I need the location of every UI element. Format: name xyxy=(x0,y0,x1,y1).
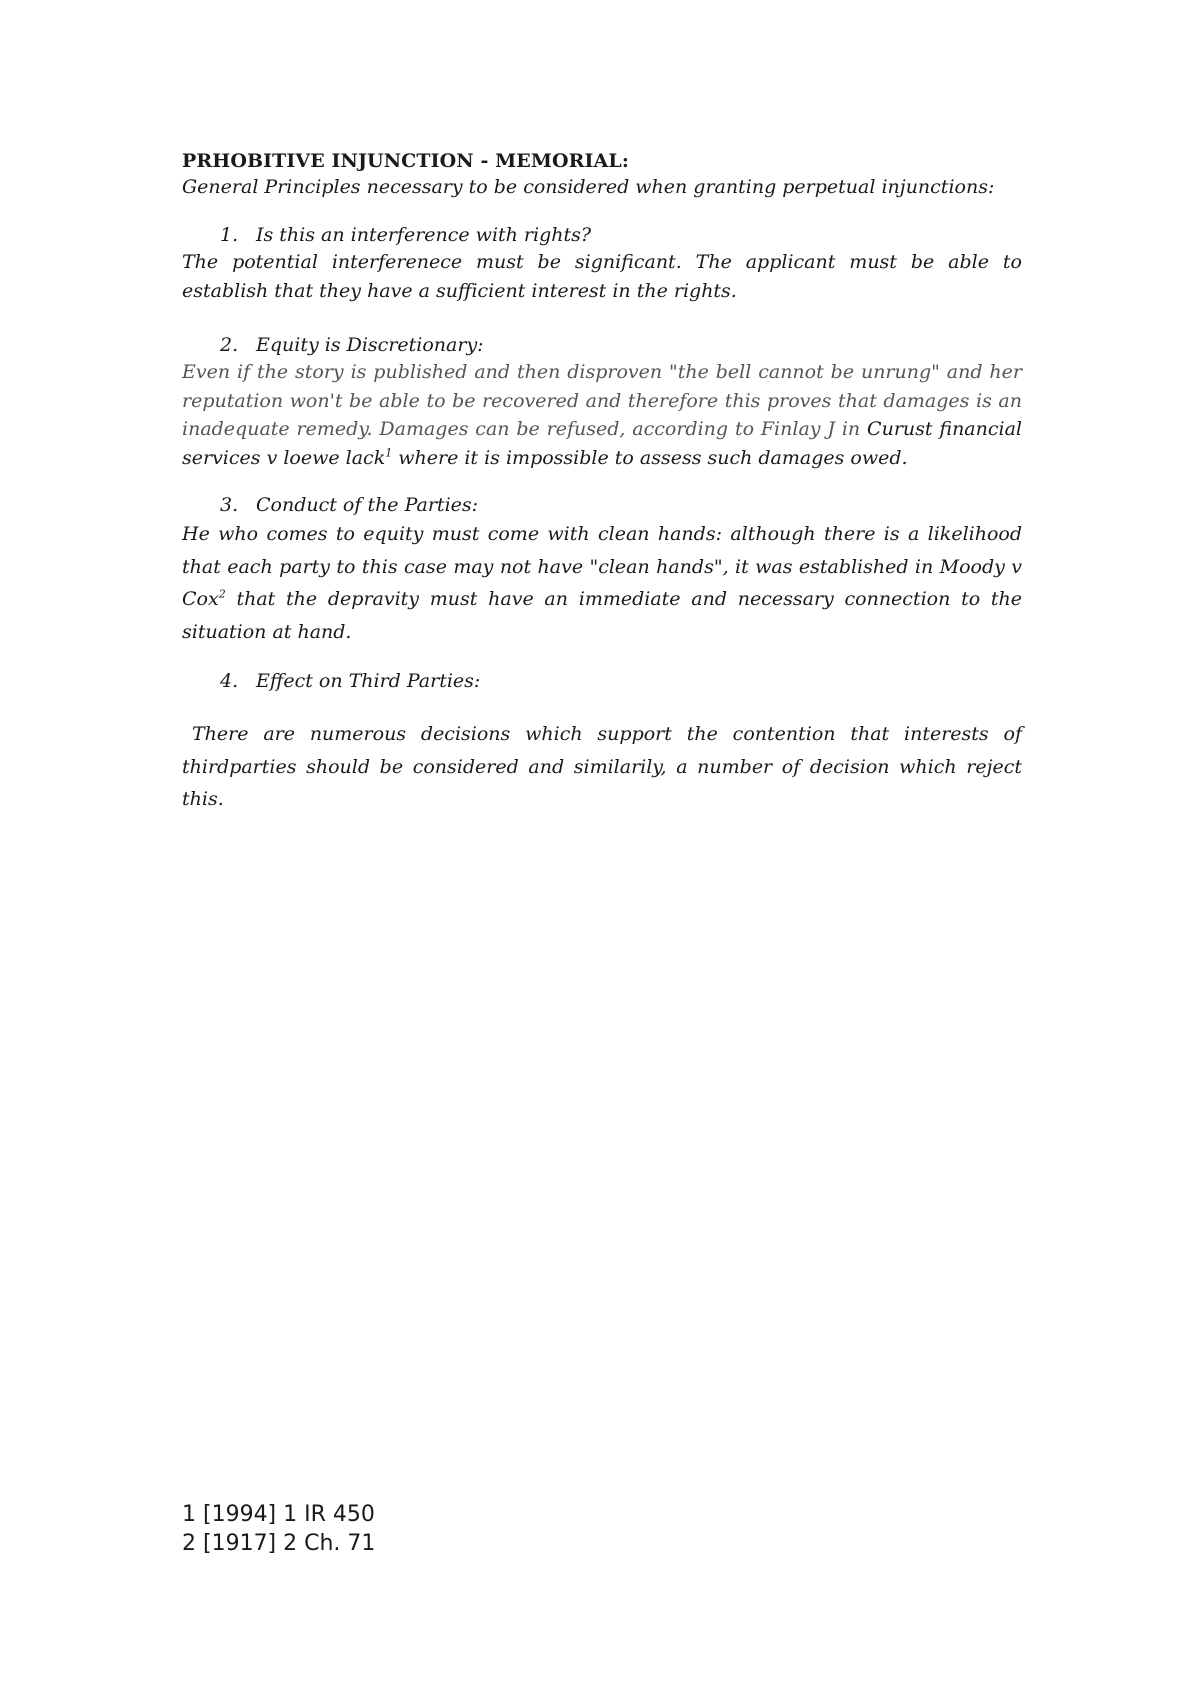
item-number: 4. xyxy=(220,670,239,692)
item-body-before: He who comes to equity must come with clean hands: although there is a likelihood that each party to this case may not have "clean hands", it was established in Moody v Cox xyxy=(182,523,1022,610)
document-body xyxy=(182,148,1022,816)
footnote-ref-2: 2 xyxy=(218,587,226,601)
item-heading-text: Equity is Discretionary: xyxy=(256,334,484,356)
item-heading-1 xyxy=(182,222,1022,248)
item-body-2 xyxy=(182,358,1022,472)
document-subtitle: General Principles necessary to be considered when granting perpetual injunctions: xyxy=(182,176,995,198)
item-body-grey-text: Even if the story is published and then disproven "the bell cannot be unrung" and her reputation won't be able to be recovered and therefore this proves that damages is an inadequate remedy. Damages can be refused, according to Finlay J in xyxy=(182,361,1022,440)
item-heading-4 xyxy=(182,668,1022,694)
item-heading-2 xyxy=(182,332,1022,358)
footnote-ref-1: 1 xyxy=(385,446,393,460)
case-citation: Curust financial services v loewe lack xyxy=(182,418,1022,469)
footnote-2: 2 [1917] 2 Ch. 71 xyxy=(182,1531,376,1556)
item-heading-text: Effect on Third Parties: xyxy=(256,670,481,692)
item-number: 2. xyxy=(220,334,239,356)
item-heading-text: Conduct of the Parties: xyxy=(256,494,479,516)
item-number: 3. xyxy=(220,494,239,516)
item-heading-text: Is this an interference with rights? xyxy=(256,224,592,246)
footnotes xyxy=(182,1500,375,1558)
item-body-dark-text: where it is impossible to assess such damages owed. xyxy=(392,446,908,469)
item-heading-3 xyxy=(182,492,1022,518)
footnote-1: 1 [1994] 1 IR 450 xyxy=(182,1502,375,1527)
item-body-4: There are numerous decisions which support the contention that interests of thirdparties should be considered and similarily, a number of decision which reject this. xyxy=(182,723,1022,810)
item-body-3 xyxy=(182,518,1022,648)
document-title: PRHOBITIVE INJUNCTION - MEMORIAL: xyxy=(182,150,629,172)
item-number: 1. xyxy=(220,224,239,246)
item-body-1: The potential interferenece must be significant. The applicant must be able to establish that they have a sufficient interest in the rights. xyxy=(182,251,1022,302)
item-body-after: that the depravity must have an immediate and necessary connection to the situation at hand. xyxy=(182,588,1022,643)
